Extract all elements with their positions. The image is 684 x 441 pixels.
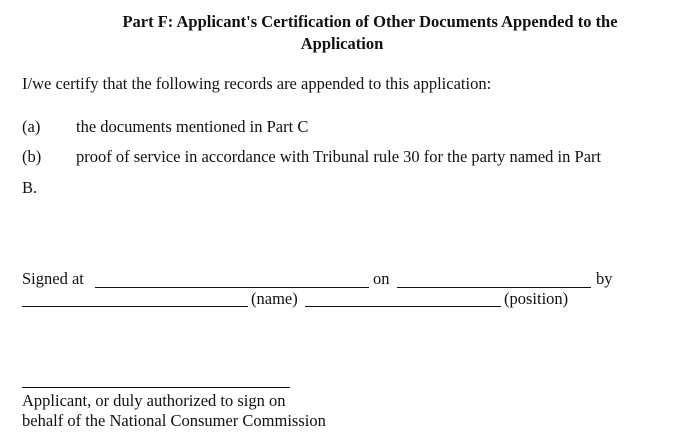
position-line	[305, 306, 501, 307]
applicant-caption-line-1: Applicant, or duly authorized to sign on	[22, 391, 286, 410]
item-b-text: proof of service in accordance with Tribunal rule 30 for the party named in Part	[76, 147, 602, 166]
item-b-continuation: B.	[22, 178, 38, 197]
on-label: on	[373, 269, 390, 288]
name-label: (name)	[251, 289, 298, 308]
by-label: by	[596, 269, 613, 288]
name-line	[22, 306, 248, 307]
section-title-line-2: Application	[300, 34, 384, 53]
item-a-marker: (a)	[22, 117, 41, 136]
signed-at-place-line	[95, 287, 369, 288]
applicant-caption-line-2: behalf of the National Consumer Commission	[22, 411, 326, 430]
position-label: (position)	[504, 289, 569, 308]
section-title-line-1: Part F: Applicant's Certification of Other Documents Appended to the	[122, 12, 618, 31]
item-a-text: the documents mentioned in Part C	[76, 117, 309, 136]
item-b-marker: (b)	[22, 147, 42, 166]
applicant-signature-line	[22, 387, 290, 388]
intro-statement: I/we certify that the following records are appended to this application:	[22, 74, 492, 93]
signed-at-label: Signed at	[22, 269, 84, 288]
